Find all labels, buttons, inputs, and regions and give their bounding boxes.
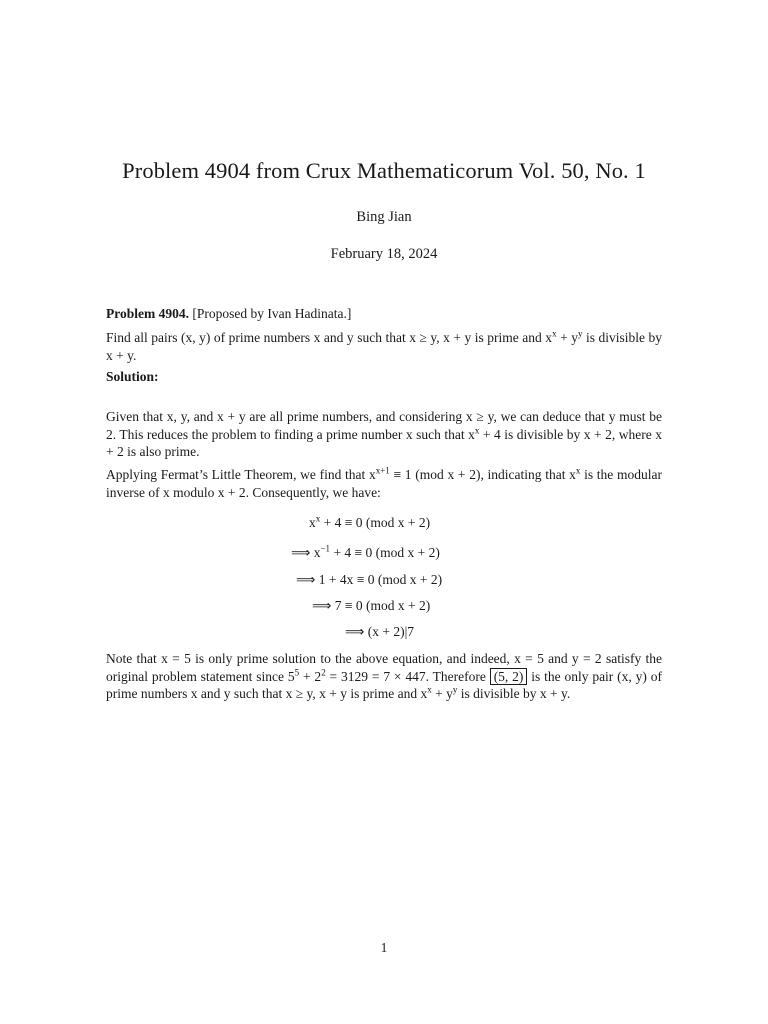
paper-title: Problem 4904 from Crux Mathematicorum Vol. 50, No. 1 — [122, 158, 646, 183]
paragraph-exp: 5 — [294, 667, 300, 677]
eq-text: + 4 ≡ 0 (mod x + 2) — [330, 545, 440, 560]
statement-text: + y — [556, 330, 578, 345]
paragraph-exp: x — [575, 465, 581, 476]
paragraph-text: = 3129 = 7 × 447. Therefore — [325, 668, 490, 684]
equation-2 — [291, 545, 440, 561]
solution-paragraph-1 — [106, 408, 662, 461]
paragraph-text: Note that x = 5 is only prime solution to the above equation, and indeed, x = 5 and y = 2 satisfy the original problem statement since 5 — [106, 651, 662, 684]
paragraph-text: + y — [431, 686, 453, 701]
equation-5: ⟹ (x + 2)|7 — [345, 624, 415, 639]
equation-3: ⟹ 1 + 4x ≡ 0 (mod x + 2) — [296, 572, 443, 587]
statement-exp: x — [552, 328, 557, 339]
solution-paragraph-2 — [106, 466, 662, 501]
paragraph-text: Applying Fermat’s Little Theorem, we find that x — [106, 467, 376, 482]
paragraph-text: + 2 — [299, 668, 322, 684]
paragraph-text: is the only pair (x, y) of prime numbers x and y such that x ≥ y, x + y is prime and x — [106, 668, 662, 701]
paragraph-exp: x — [474, 425, 480, 435]
paragraph-exp: y — [452, 684, 458, 695]
problem-proposer: [Proposed by Ivan Hadinata.] — [192, 306, 352, 321]
eq-exp: x — [315, 513, 321, 524]
paragraph-text: + 4 is divisible by x + 2, where x + 2 is also prime. — [106, 426, 662, 459]
problem-header — [106, 305, 662, 323]
paper-date: February 18, 2024 — [330, 246, 438, 262]
paragraph-exp: x — [427, 684, 432, 695]
equation-4: ⟹ 7 ≡ 0 (mod x + 2) — [312, 598, 431, 613]
solution-paragraph-3 — [106, 650, 662, 703]
solution-label: Solution: — [106, 369, 159, 384]
boxed-answer: (5, 2) — [490, 668, 528, 685]
page-number: 1 — [380, 940, 388, 955]
statement-exp: y — [577, 328, 583, 339]
paragraph-text: ≡ 1 (mod x + 2), indicating that x — [389, 467, 576, 482]
equation-1 — [309, 515, 430, 531]
eq-exp: −1 — [320, 543, 331, 554]
statement-text: divisible by x + y. — [106, 330, 662, 363]
eq-text: ⟹ x — [291, 545, 321, 560]
paragraph-text: is the modular inverse of x modulo x + 2. Consequently, we have: — [106, 467, 662, 500]
statement-text: Find all pairs (x, y) of prime numbers x and y such that x ≥ y, x + y is prime and x — [106, 330, 553, 345]
paper-author: Bing Jian — [356, 209, 412, 225]
paragraph-text: is divisible by x + y. — [457, 686, 571, 701]
eq-text: x — [309, 515, 316, 530]
statement-text: is — [582, 330, 595, 345]
paragraph-exp: 2 — [321, 667, 326, 677]
problem-statement — [106, 329, 662, 364]
paragraph-exp: x+1 — [375, 465, 390, 476]
eq-text: + 4 ≡ 0 (mod x + 2) — [320, 515, 431, 530]
paragraph-text: Given that x, y, and x + y are all prime numbers, and considering x ≥ y, we can deduce that y must be 2. This reduces the problem to finding a prime number x such that x — [106, 409, 662, 442]
problem-label: Problem 4904. — [106, 306, 189, 321]
